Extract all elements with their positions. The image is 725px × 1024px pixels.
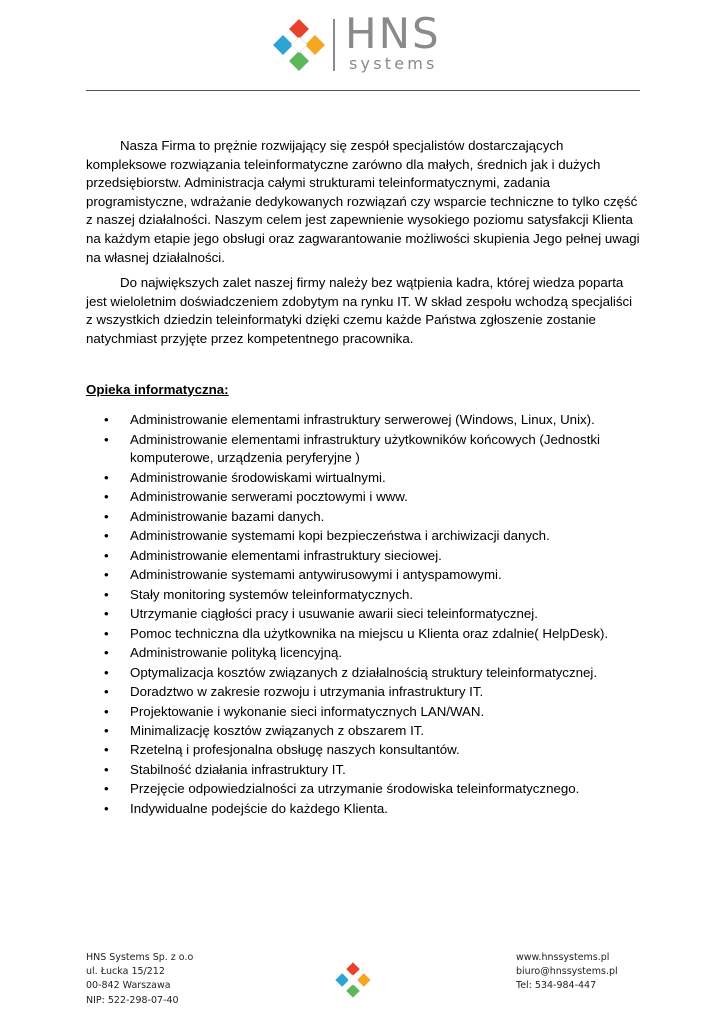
list-item: • Administrowanie elementami infrastruktury sieciowej. (86, 547, 642, 566)
logo-diamond-blue (335, 973, 349, 987)
logo-subtitle: systems (349, 54, 438, 73)
header-divider (86, 90, 640, 91)
list-item: • Przejęcie odpowiedzialności za utrzymanie środowiska teleinformatycznego. (86, 780, 642, 799)
logo-diamond-orange (357, 973, 371, 987)
list-item: • Administrowanie serwerami pocztowymi i www. (86, 488, 642, 507)
list-item: • Administrowanie środowiskami wirtualnymi. (86, 469, 642, 488)
footer-nip: NIP: 522-298-07-40 (86, 994, 179, 1006)
logo-diamond-green (289, 51, 309, 71)
footer-contact (516, 951, 618, 994)
list-item: • Pomoc techniczna dla użytkownika na miejscu u Klienta oraz zdalnie( HelpDesk). (86, 625, 642, 644)
footer-website-link[interactable]: www.hnssystems.pl (516, 952, 610, 963)
list-item: • Administrowanie polityką licencyjną. (86, 644, 642, 663)
list-item: • Utrzymanie ciągłości pracy i usuwanie awarii sieci teleinformatycznej. (86, 605, 642, 624)
page-footer (86, 951, 640, 1021)
list-item: • Indywidualne podejście do każdego Klienta. (86, 800, 642, 819)
footer-logo-mark (334, 961, 372, 999)
footer-company: HNS Systems Sp. z o.o (86, 952, 194, 963)
page-header (0, 0, 725, 90)
logo-diamond-green (346, 984, 360, 998)
list-item: • Rzetelną i profesjonalna obsługę naszych konsultantów. (86, 741, 642, 760)
logo-diamond-blue (273, 35, 293, 55)
logo-center-diamond (291, 37, 307, 53)
list-item: • Minimalizację kosztów związanych z obszarem IT. (86, 722, 642, 741)
logo-divider (333, 19, 335, 71)
list-item: • Stabilność działania infrastruktury IT. (86, 761, 642, 780)
document-body (86, 137, 642, 819)
list-item: • Projektowanie i wykonanie sieci informatycznych LAN/WAN. (86, 703, 642, 722)
services-list (86, 411, 642, 818)
services-title: Opieka informatyczna: (86, 381, 229, 397)
list-item: • Administrowanie elementami infrastruktury użytkowników końcowych (Jednostki komputerowe, urządzenia peryferyjne ) (86, 431, 642, 468)
list-item: • Administrowanie bazami danych. (86, 508, 642, 527)
footer-street: ul. Łucka 15/212 (86, 966, 165, 978)
footer-email-link[interactable]: biuro@hnssystems.pl (516, 966, 618, 978)
logo-diamond-red (289, 19, 309, 39)
logo-center-diamond (348, 975, 359, 986)
logo-title: HNS (345, 9, 441, 58)
list-item: • Doradztwo w zakresie rozwoju i utrzymania infrastruktury IT. (86, 683, 642, 702)
logo-diamond-red (346, 962, 360, 976)
footer-city: 00-842 Warszawa (86, 980, 171, 992)
list-item: • Administrowanie elementami infrastruktury serwerowej (Windows, Linux, Unix). (86, 411, 642, 430)
list-item: • Administrowanie systemami kopi bezpieczeństwa i archiwizacji danych. (86, 527, 642, 546)
intro-paragraph-1: Nasza Firma to prężnie rozwijający się zespół specjalistów dostarczających kompleksowe rozwiązania teleinformatyczne zarówno dla małych, średnich jak i dużych przedsiębiorstw. Administracja całymi strukturami teleinformatycznymi, zadania programistyczne, wdrażanie dedykowanych rozwiązań czy wsparcie techniczne to tylko część z naszej działalności. Naszym celem jest zapewnienie wysokiego poziomu satysfakcji Klienta na każdym etapie jego obsługi oraz zagwarantowanie możliwości skupienia Jego pełnej uwagi na własnej działalności. (86, 138, 640, 265)
list-item: • Optymalizacja kosztów związanych z działalnością struktury teleinformatycznej. (86, 664, 642, 683)
footer-address (86, 951, 193, 1008)
hns-logo-mark (271, 17, 327, 73)
footer-phone: Tel: 534-984-447 (516, 980, 597, 992)
list-item: • Administrowanie systemami antywirusowymi i antyspamowymi. (86, 566, 642, 585)
list-item: • Stały monitoring systemów teleinformatycznych. (86, 586, 642, 605)
intro-paragraph-2: Do największych zalet naszej firmy należy bez wątpienia kadra, której wiedza poparta jest wieloletnim doświadczeniem zdobytym na rynku IT. W skład zespołu wchodzą specjaliści z wszystkich dziedzin teleinformatyki dzięki czemu każde Państwa zgłoszenie zostanie natychmiast przyjęte przez kompetentnego pracownika. (86, 275, 633, 346)
logo-diamond-orange (305, 35, 325, 55)
